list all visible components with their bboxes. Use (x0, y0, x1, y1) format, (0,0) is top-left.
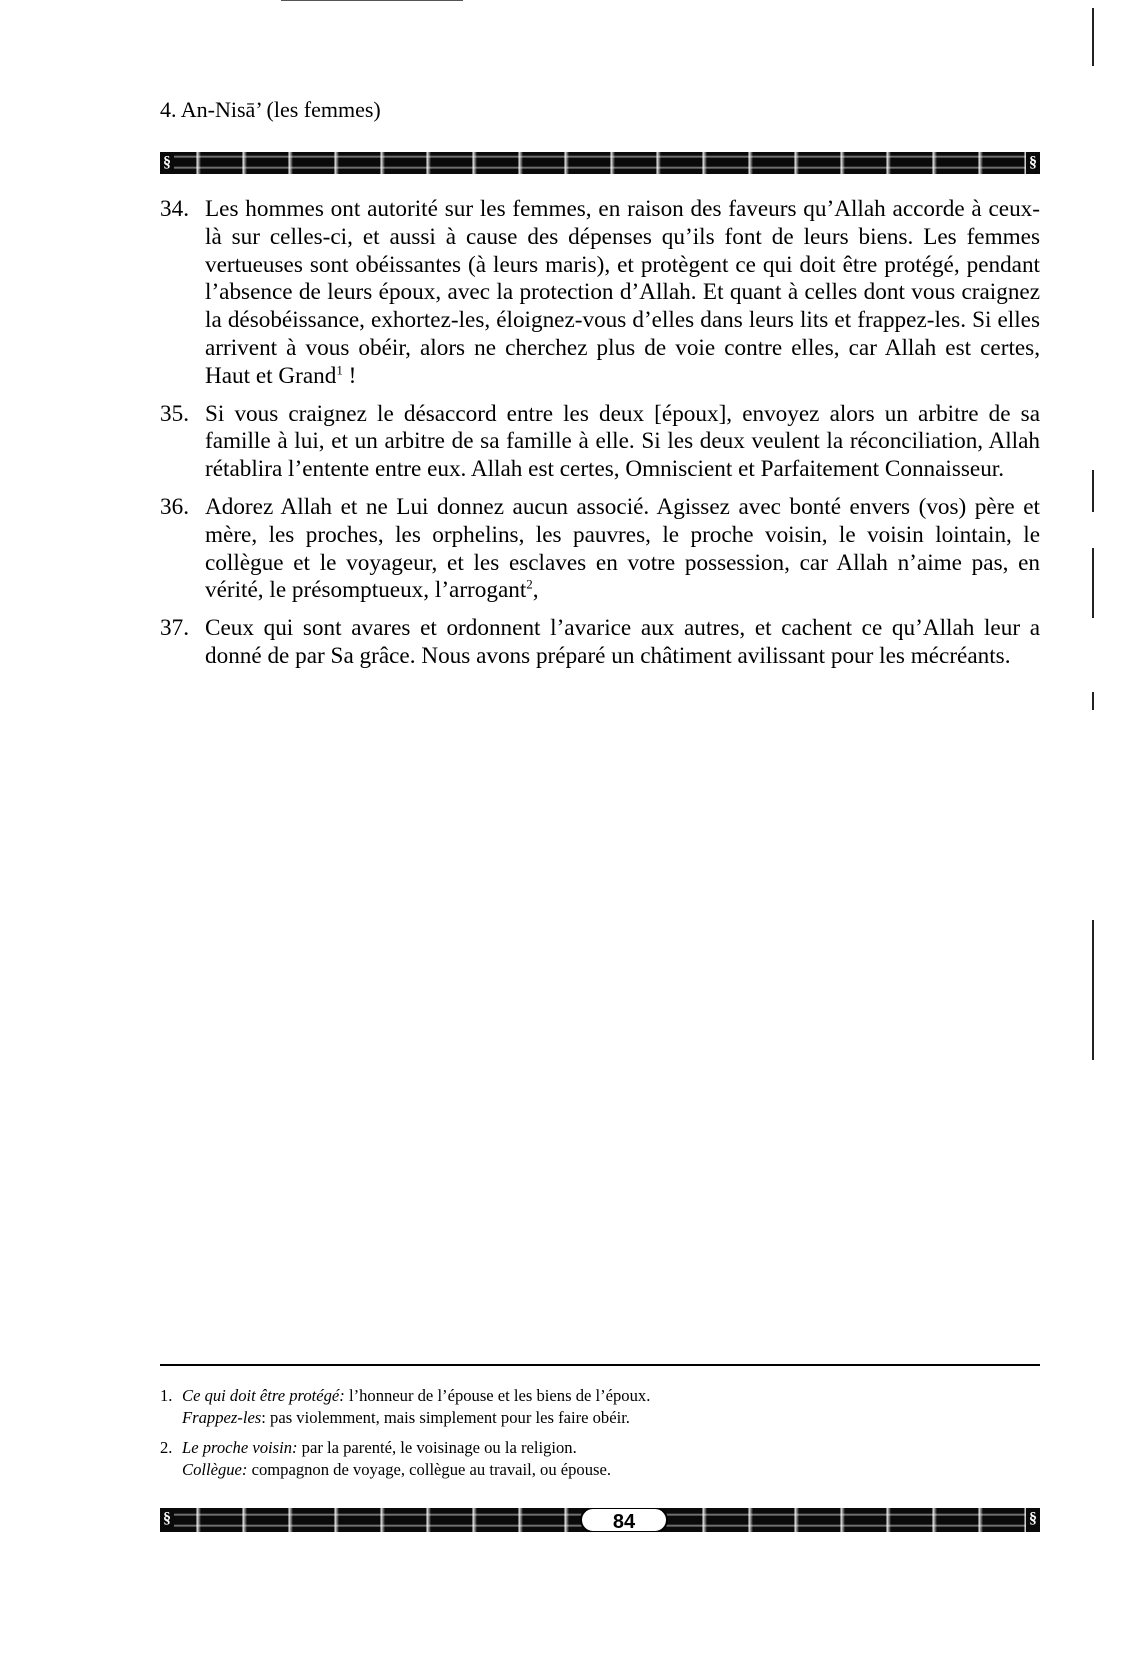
band-end-ornament: § (160, 152, 174, 174)
verse-end: ! (342, 362, 357, 389)
chapter-title: 4. An-Nisā’ (les femmes) (160, 97, 381, 122)
footnote-term: Le proche voisin: (182, 1438, 298, 1457)
decorative-band-bottom (160, 1508, 1040, 1532)
band-end-ornament: § (1026, 1508, 1040, 1532)
footnote-1 (160, 1385, 1040, 1429)
verse-number: 34. (160, 196, 189, 222)
footnote-line (182, 1407, 1040, 1429)
footnote-number: 2. (160, 1438, 173, 1457)
footnote-line (182, 1385, 1040, 1407)
footnote-term: Collègue: (182, 1460, 248, 1479)
scan-mark (1092, 920, 1094, 1060)
verse-number: 35. (160, 400, 189, 427)
verse-36 (160, 494, 1040, 605)
footnote-text: l’honneur de l’épouse et les biens de l’époux. (344, 1386, 651, 1405)
footnote-rule (160, 1364, 1040, 1366)
footnote-line (182, 1459, 1040, 1481)
footnote-text: par la parenté, le voisinage ou la religion. (297, 1438, 577, 1457)
scan-mark (1092, 470, 1094, 512)
verse-34 (160, 196, 1040, 391)
verse-number: 36. (160, 493, 189, 520)
footnote-line (182, 1437, 1040, 1459)
footnote-text: : pas violemment, mais simplement pour les faire obéir. (261, 1408, 630, 1427)
top-rule (281, 0, 463, 1)
verse-text: Adorez Allah et ne Lui donnez aucun associé. Agissez avec bonté envers (vos) père et mère, les proches, les orphelins, les pauvres, le proche voisin, le voisin lointain, le collègue et le voyageur, et les esclaves en votre possession, car Allah n’aime pas, en vérité, le présomptueux, l’arrogant (205, 493, 1040, 604)
scan-mark (1092, 8, 1094, 66)
footnote-ref: 2 (526, 576, 533, 592)
footnote-text: compagnon de voyage, collègue au travail, ou épouse. (247, 1460, 611, 1479)
footnote-number: 1. (160, 1386, 173, 1405)
verse-37 (160, 615, 1040, 671)
footnote-term: Ce qui doit être protégé: (182, 1386, 345, 1405)
band-end-ornament: § (1026, 152, 1040, 174)
verse-text: Si vous craignez le désaccord entre les deux [époux], envoyez alors un arbitre de sa famille à lui, et un arbitre de sa famille à elle. Si les deux veulent la réconciliation, Allah rétablira l’entente entre eux. Allah est certes, Omniscient et Parfaitement Connaisseur. (205, 400, 1040, 483)
verse-end: , (532, 577, 539, 604)
footnote-term: Frappez-les (182, 1408, 262, 1427)
scan-mark (1092, 548, 1094, 618)
verse-35 (160, 401, 1040, 484)
footnote-ref: 1 (336, 362, 343, 378)
page-number: 84 (580, 1508, 668, 1532)
verse-text: Ceux qui sont avares et ordonnent l’avarice aux autres, et cachent ce qu’Allah leur a donné de par Sa grâce. Nous avons préparé un châtiment avilissant pour les mécréants. (205, 615, 1040, 669)
footnote-2 (160, 1437, 1040, 1481)
verse-text: Les hommes ont autorité sur les femmes, en raison des faveurs qu’Allah accorde à ceux-là sur celles-ci, et aussi à cause des dépenses qu’ils font de leurs biens. Les femmes vertueuses sont obéissantes (à leurs maris), et protègent ce qui doit être protégé, pendant l’absence de leurs époux, avec la protection d’Allah. Et quant à celles dont vous craignez la désobéissance, exhortez-les, éloignez-vous d’elles dans leurs lits et frappez-les. Si elles arrivent à vous obéir, alors ne cherchez plus de voie contre elles, car Allah est certes, Haut et Grand (205, 196, 1040, 389)
verse-number: 37. (160, 615, 189, 642)
verse-list (160, 196, 1040, 681)
decorative-band-top (160, 152, 1040, 174)
band-end-ornament: § (160, 1508, 174, 1532)
footnote-list (160, 1385, 1040, 1489)
scan-mark (1092, 692, 1094, 710)
